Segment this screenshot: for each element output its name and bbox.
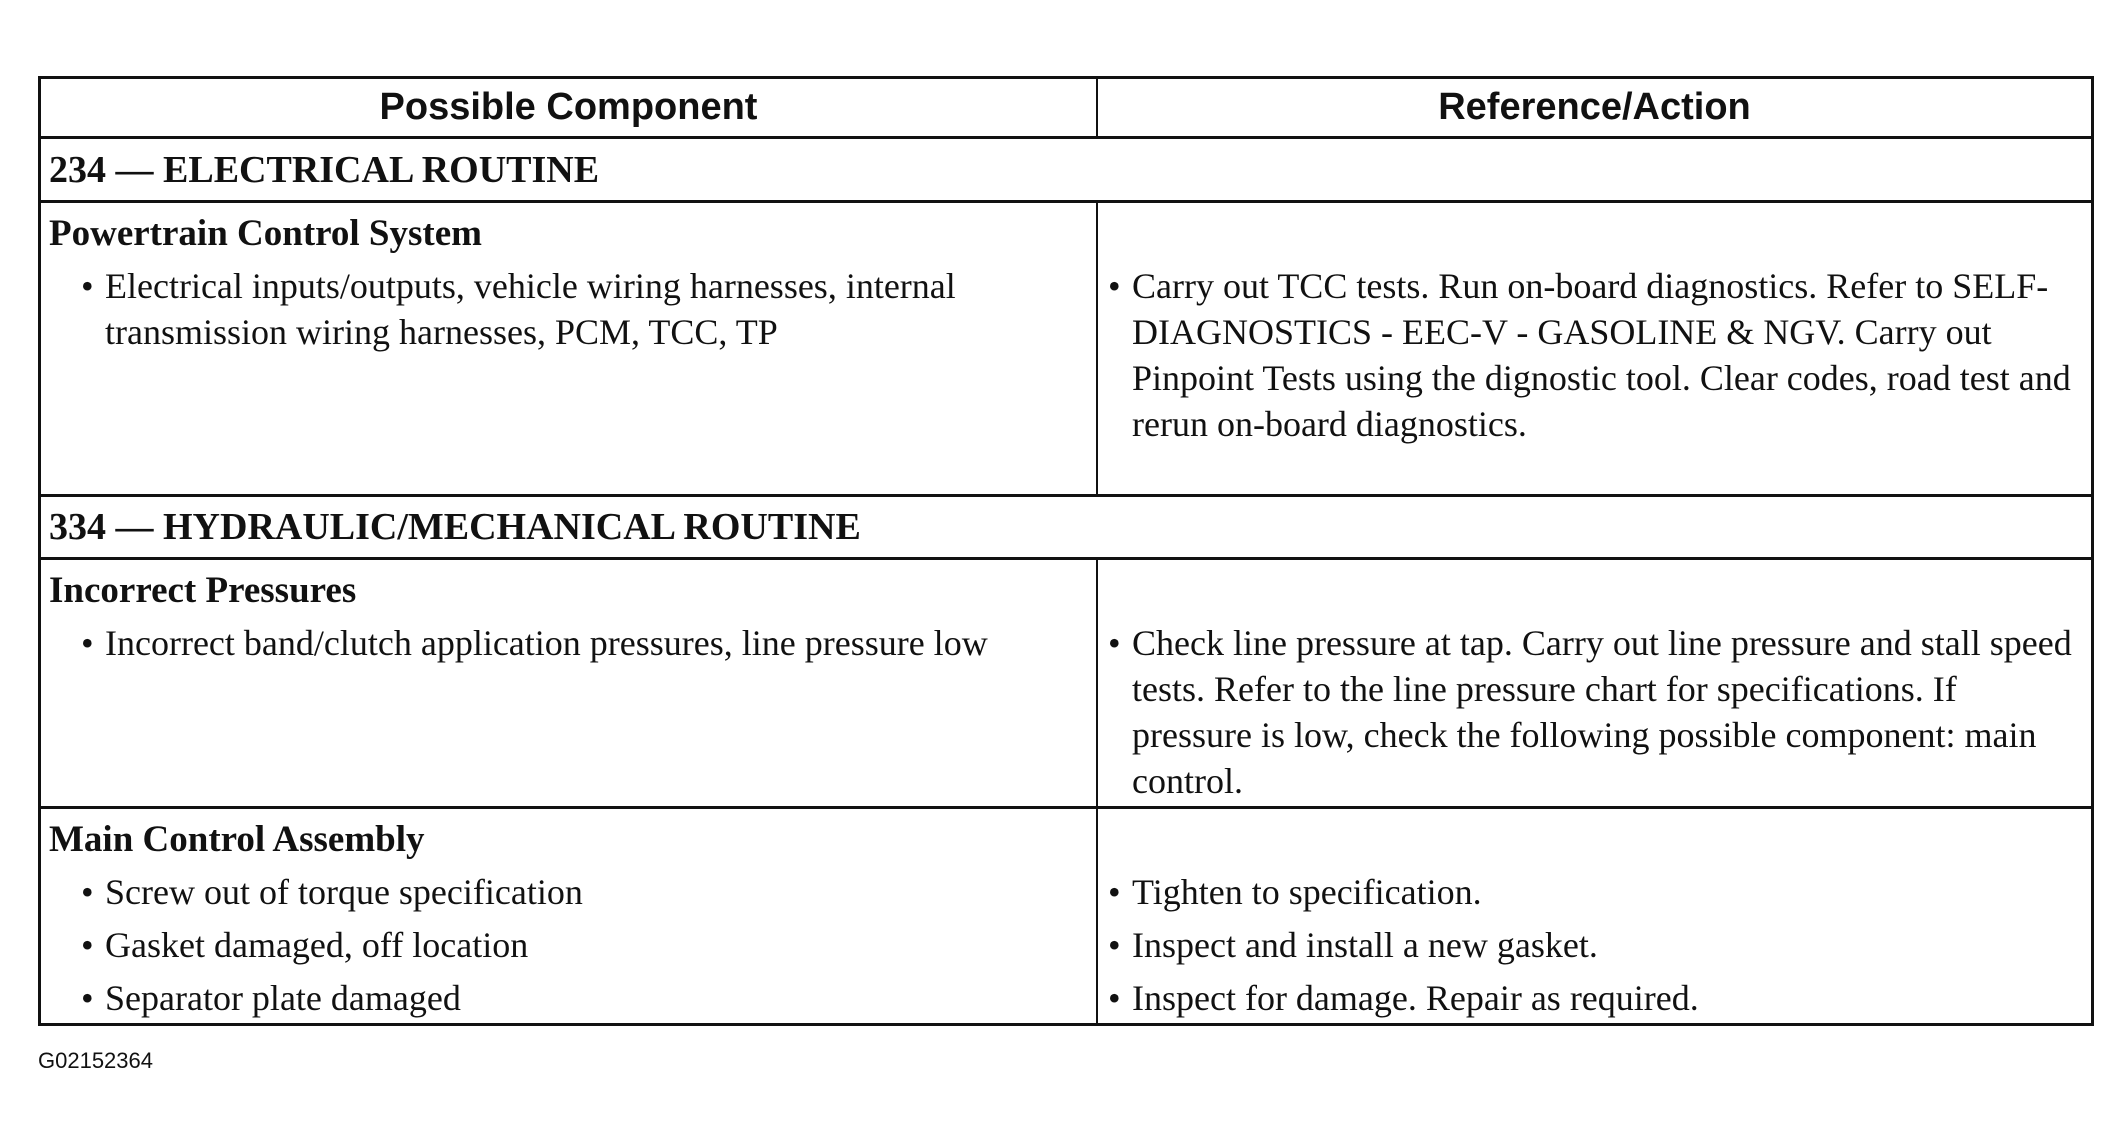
component-item-text: Electrical inputs/outputs, vehicle wiring harnesses, internal transmission wiring harnesses, PCM, TCC, TP — [105, 266, 956, 352]
component-title: Main Control Assembly — [49, 819, 425, 860]
section-title-hydraulic: 334 — HYDRAULIC/MECHANICAL ROUTINE — [41, 497, 2091, 560]
component-item-text: Separator plate damaged — [105, 978, 461, 1018]
component-cell — [41, 809, 1098, 1023]
diagnostic-table — [38, 76, 2094, 1026]
bullet-icon: • — [81, 978, 94, 1018]
bullet-icon: • — [81, 925, 94, 965]
bullet-icon: • — [1108, 925, 1121, 965]
figure-id: G02152364 — [38, 1048, 153, 1073]
action-cell — [1098, 203, 2091, 494]
component-item — [81, 620, 1076, 666]
table-header — [41, 79, 2091, 139]
action-item — [1108, 620, 2081, 804]
action-item-text: Check line pressure at tap. Carry out line pressure and stall speed tests. Refer to the line pressure chart for specifications. If pressure is low, check the following possible component: main control. — [1132, 623, 2072, 801]
component-item-text: Gasket damaged, off location — [105, 925, 529, 965]
action-item-text: Inspect for damage. Repair as required. — [1132, 978, 1699, 1018]
header-possible-component: Possible Component — [41, 79, 1098, 136]
component-item — [81, 869, 1076, 915]
bullet-icon: • — [1108, 872, 1121, 912]
bullet-icon: • — [1108, 623, 1121, 663]
component-item-text: Incorrect band/clutch application pressures, line pressure low — [105, 623, 988, 663]
table-row — [41, 203, 2091, 497]
header-reference-action: Reference/Action — [1438, 86, 1751, 128]
component-item — [81, 975, 1076, 1021]
component-item-text: Screw out of torque specification — [105, 872, 583, 912]
action-item — [1108, 869, 2081, 915]
action-item — [1108, 263, 2081, 447]
bullet-icon: • — [81, 623, 94, 663]
component-item — [81, 263, 1076, 355]
table-row — [41, 560, 2091, 809]
bullet-icon: • — [81, 872, 94, 912]
bullet-icon: • — [1108, 266, 1121, 306]
section-title-electrical: 234 — ELECTRICAL ROUTINE — [41, 139, 2091, 203]
action-item — [1108, 975, 2081, 1021]
action-item-text: Carry out TCC tests. Run on-board diagnostics. Refer to SELF-DIAGNOSTICS - EEC-V - GASOLINE & NGV. Carry out Pinpoint Tests using the dignostic tool. Clear codes, road test and rerun on-board diagnostics. — [1132, 266, 2071, 444]
action-cell — [1098, 560, 2091, 806]
bullet-icon: • — [1108, 978, 1121, 1018]
component-title: Powertrain Control System — [49, 213, 482, 254]
bullet-icon: • — [81, 266, 94, 306]
component-title: Incorrect Pressures — [49, 570, 357, 611]
action-cell — [1098, 809, 2091, 1023]
action-item-text: Tighten to specification. — [1132, 872, 1482, 912]
action-item-text: Inspect and install a new gasket. — [1132, 925, 1598, 965]
table-row — [41, 809, 2091, 1023]
component-item — [81, 922, 1076, 968]
component-cell — [41, 560, 1098, 806]
component-cell — [41, 203, 1098, 494]
action-item — [1108, 922, 2081, 968]
